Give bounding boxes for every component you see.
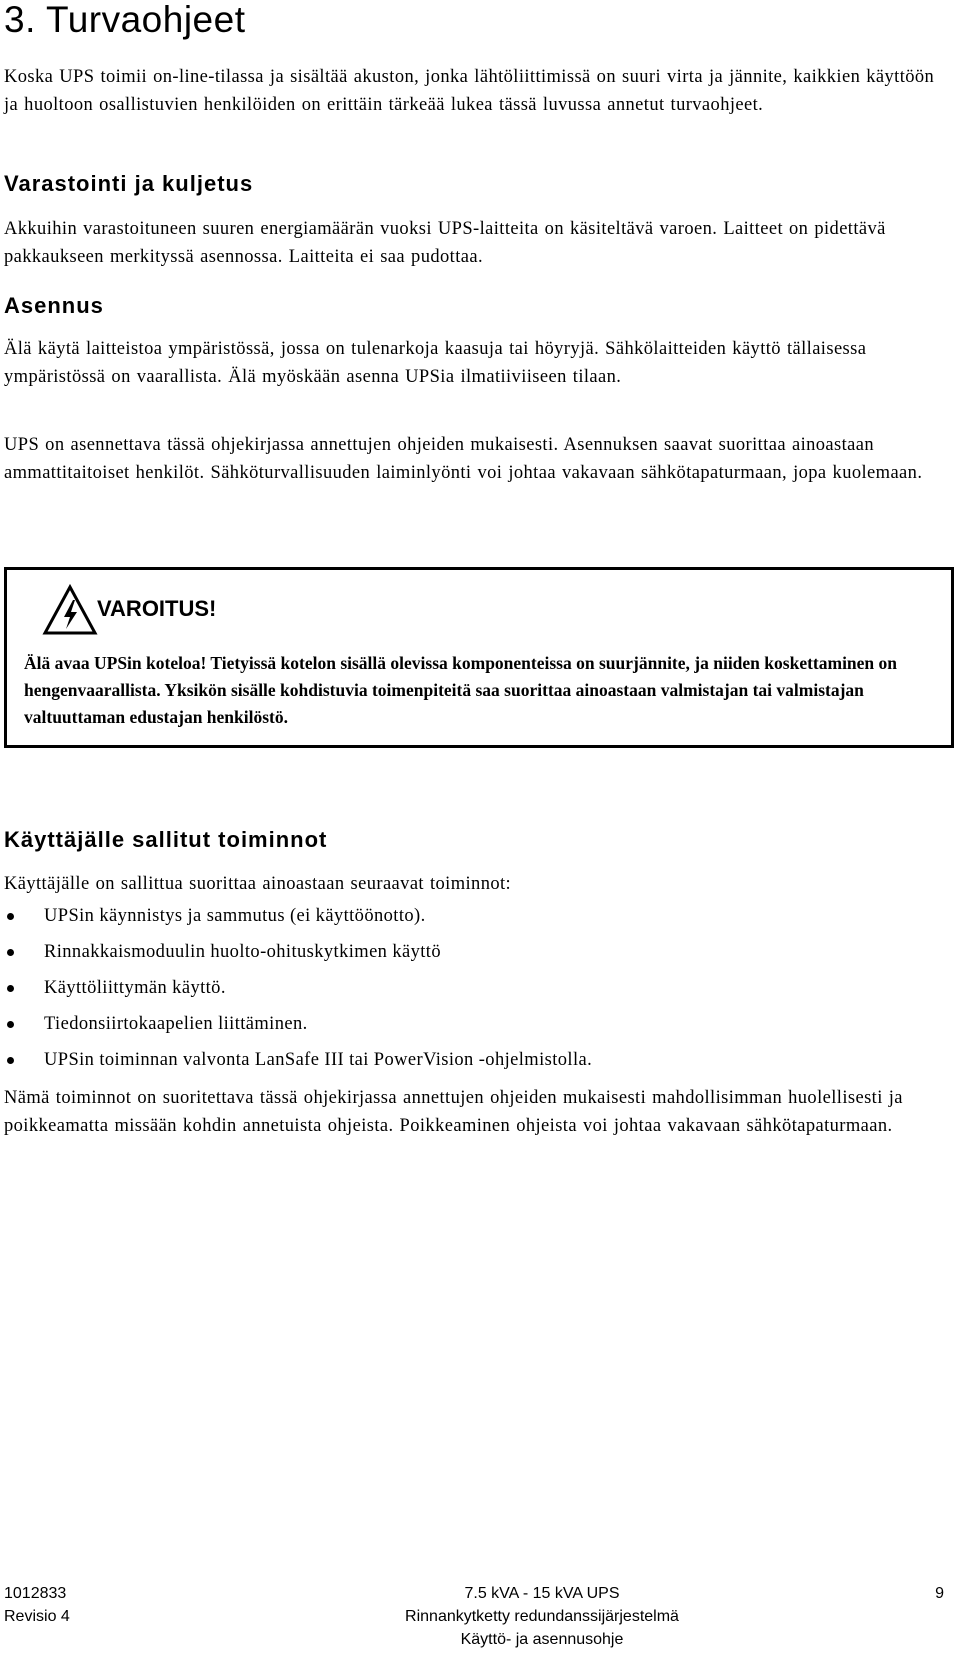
footer-left bbox=[4, 1582, 70, 1628]
bullet-icon bbox=[7, 1057, 14, 1064]
list-item bbox=[4, 1046, 944, 1082]
installation-paragraph-1: Älä käytä laitteistoa ympäristössä, jossa on tulenarkoja kaasuja tai höyryjä. Sähkölaitteiden käyttö tällaisessa ympäristössä on vaarallista. Älä myöskään asenna UPSia ilmatiiviiseen tilaan. bbox=[4, 339, 867, 387]
user-ops-intro: Käyttäjälle on sallittua suorittaa ainoastaan seuraavat toiminnot: bbox=[4, 874, 512, 894]
storage-paragraph: Akkuihin varastoituneen suuren energiamäärän vuoksi UPS-laitteita on käsiteltävä varoen. Laitteet on pidettävä pakkaukseen merkityssä asennossa. Laitteita ei saa pudottaa. bbox=[4, 219, 886, 267]
bullet-icon bbox=[7, 913, 14, 920]
doc-number: 1012833 bbox=[4, 1585, 67, 1602]
list-item bbox=[4, 938, 944, 974]
list-item-text: Rinnakkaismoduulin huolto-ohituskytkimen käyttö bbox=[44, 942, 442, 962]
warning-box bbox=[4, 567, 954, 748]
user-ops-list bbox=[4, 902, 944, 1082]
list-item-text: UPSin käynnistys ja sammutus (ei käyttöönotto). bbox=[44, 906, 426, 926]
footer-center bbox=[392, 1582, 692, 1651]
revision: Revisio 4 bbox=[4, 1608, 70, 1625]
page-footer bbox=[4, 1582, 954, 1652]
installation-paragraph-2: UPS on asennettava tässä ohjekirjassa annettujen ohjeiden mukaisesti. Asennuksen saavat suorittaa ainoastaan ammattitaitoiset henkilöt. Sähköturvallisuuden laiminlyönti voi johtaa vakavaan sähkötapaturmaan, jopa kuolemaan. bbox=[4, 435, 923, 483]
product-name: 7.5 kVA - 15 kVA UPS bbox=[464, 1585, 620, 1602]
manual-name: Käyttö- ja asennusohje bbox=[460, 1631, 624, 1648]
intro-paragraph: Koska UPS toimii on-line-tilassa ja sisältää akuston, jonka lähtöliittimissä on suuri virta ja jännite, kaikkien käyttöön ja huoltoon osallistuvien henkilöiden on erittäin tärkeää lukea tässä luvussa annetut turvaohjeet. bbox=[4, 67, 935, 115]
storage-heading: Varastointi ja kuljetus bbox=[4, 171, 254, 196]
electrical-hazard-icon bbox=[42, 584, 98, 636]
list-item-text: UPSin toiminnan valvonta LanSafe III tai PowerVision -ohjelmistolla. bbox=[44, 1050, 593, 1070]
user-ops-heading: Käyttäjälle sallitut toiminnot bbox=[4, 827, 328, 852]
bullet-icon bbox=[7, 985, 14, 992]
list-item-text: Tiedonsiirtokaapelien liittäminen. bbox=[44, 1014, 308, 1034]
bullet-icon bbox=[7, 949, 14, 956]
list-item-text: Käyttöliittymän käyttö. bbox=[44, 978, 226, 998]
warning-title: VAROITUS! bbox=[97, 596, 217, 621]
list-item bbox=[4, 1010, 944, 1046]
bullet-icon bbox=[7, 1021, 14, 1028]
warning-text: Älä avaa UPSin koteloa! Tietyissä kotelon sisällä olevissa komponenteissa on suurjännite, ja niiden koskettaminen on hengenvaarallista. Yksikön sisälle kohdistuvia toimenpiteitä saa suorittaa ainoastaan valmistajan tai valmistajan valtuuttaman edustajan henkilöstö. bbox=[24, 653, 898, 727]
installation-heading: Asennus bbox=[4, 293, 104, 318]
list-item bbox=[4, 902, 944, 938]
list-item bbox=[4, 974, 944, 1010]
page-title: 3. Turvaohjeet bbox=[4, 0, 246, 40]
page-number: 9 bbox=[935, 1585, 944, 1602]
user-ops-outro: Nämä toiminnot on suoritettava tässä ohjekirjassa annettujen ohjeiden mukaisesti mahdollisimman huolellisesti ja poikkeamatta missään kohdin annetuista ohjeista. Poikkeaminen ohjeista voi johtaa vakavaan sähkötapaturmaan. bbox=[4, 1088, 903, 1136]
system-name: Rinnankytketty redundanssijärjestelmä bbox=[405, 1608, 679, 1625]
